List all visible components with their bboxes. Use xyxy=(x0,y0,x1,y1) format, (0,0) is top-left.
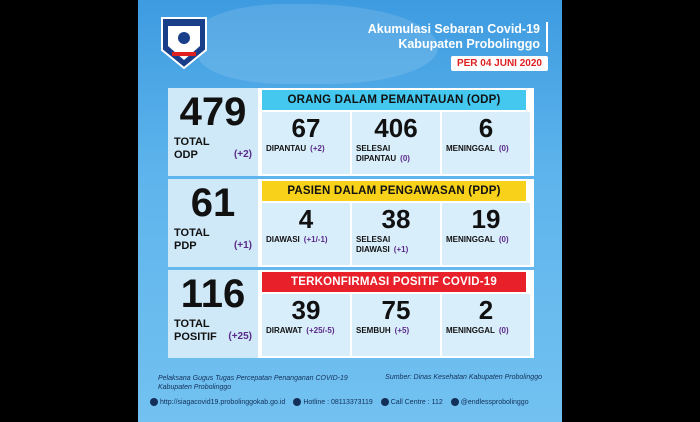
call-centre: Call Centre : 112 xyxy=(381,398,443,406)
cell-label: MENINGGAL (0) xyxy=(446,326,509,335)
instagram-icon xyxy=(451,398,459,406)
cell-label: SEMBUH (+5) xyxy=(356,326,410,335)
footer-source: Sumber: Dinas Kesehatan Kabupaten Probolinggo xyxy=(385,374,542,381)
positif-total-label-2: POSITIF xyxy=(174,331,217,343)
cell-label: MENINGGAL (0) xyxy=(446,144,509,153)
footer-contacts xyxy=(150,398,554,406)
hotline: Hotline : 08113373119 xyxy=(293,398,372,406)
odp-cell-meninggal xyxy=(442,112,530,174)
pdp-total-delta: (+1) xyxy=(233,240,252,251)
cell-number: 6 xyxy=(478,113,494,143)
pdp-category-banner: PASIEN DALAM PENGAWASAN (PDP) xyxy=(262,181,526,201)
pdp-cell-diawasi xyxy=(262,203,350,265)
pdp-cell-meninggal xyxy=(442,203,530,265)
positif-total-label-1: TOTAL xyxy=(174,318,210,330)
phone-icon xyxy=(381,398,389,406)
odp-cell-dipantau xyxy=(262,112,350,174)
header-titles xyxy=(368,22,548,52)
cell-label: SELESAI DIAWASI (+1) xyxy=(356,235,409,254)
date-badge: PER 04 JUNI 2020 xyxy=(451,56,548,71)
gugus-tugas-logo-icon xyxy=(158,12,210,72)
odp-cell-selesai xyxy=(352,112,440,174)
cell-number: 38 xyxy=(381,204,411,234)
pdp-total-box xyxy=(168,179,258,267)
title-line-2: Kabupaten Probolinggo xyxy=(398,37,540,51)
positif-cell-dirawat xyxy=(262,294,350,356)
title-line-1: Akumulasi Sebaran Covid-19 xyxy=(367,22,540,36)
link-icon xyxy=(150,398,158,406)
odp-panel xyxy=(168,88,534,176)
cell-number: 19 xyxy=(471,204,501,234)
positif-cells xyxy=(262,294,532,356)
odp-cells xyxy=(262,112,532,174)
positif-total-number: 116 xyxy=(180,272,246,316)
odp-total-number: 479 xyxy=(179,90,247,134)
cell-number: 4 xyxy=(298,204,314,234)
cell-label: DIPANTAU (+2) xyxy=(266,144,325,153)
footer-organizer: Pelaksana Gugus Tugas Percepatan Penanganan COVID-19 Kabupaten Probolinggo xyxy=(158,375,348,391)
cell-number: 67 xyxy=(291,113,321,143)
positif-cell-meninggal xyxy=(442,294,530,356)
cell-label: DIAWASI (+1/-1) xyxy=(266,235,328,244)
odp-total-label-1: TOTAL xyxy=(174,136,210,148)
cell-number: 2 xyxy=(478,295,494,325)
cell-number: 39 xyxy=(291,295,321,325)
positif-panel xyxy=(168,270,534,358)
pdp-panel xyxy=(168,179,534,267)
positif-total-box xyxy=(168,270,258,358)
whatsapp-icon xyxy=(293,398,301,406)
pdp-total-number: 61 xyxy=(190,181,236,225)
positif-cell-sembuh xyxy=(352,294,440,356)
website-link[interactable]: http://siagacovid19.probolinggokab.go.id xyxy=(150,398,285,406)
pdp-total-label-2: PDP xyxy=(174,240,197,252)
infographic-poster xyxy=(138,0,562,422)
pdp-cell-selesai xyxy=(352,203,440,265)
odp-total-label-2: ODP xyxy=(174,149,198,161)
social-handle[interactable]: @endlessprobolinggo xyxy=(451,398,529,406)
positif-category-banner: TERKONFIRMASI POSITIF COVID-19 xyxy=(262,272,526,292)
odp-total-delta: (+2) xyxy=(233,149,252,160)
cell-number: 75 xyxy=(381,295,411,325)
odp-category-banner: ORANG DALAM PEMANTAUAN (ODP) xyxy=(262,90,526,110)
cell-label: SELESAI DIPANTAU (0) xyxy=(356,144,410,163)
cell-number: 406 xyxy=(374,113,418,143)
pdp-cells xyxy=(262,203,532,265)
cell-label: MENINGGAL (0) xyxy=(446,235,509,244)
odp-total-box xyxy=(168,88,258,176)
pdp-total-label-1: TOTAL xyxy=(174,227,210,239)
positif-total-delta: (+25) xyxy=(228,331,252,342)
cell-label: DIRAWAT (+25/-5) xyxy=(266,326,335,335)
